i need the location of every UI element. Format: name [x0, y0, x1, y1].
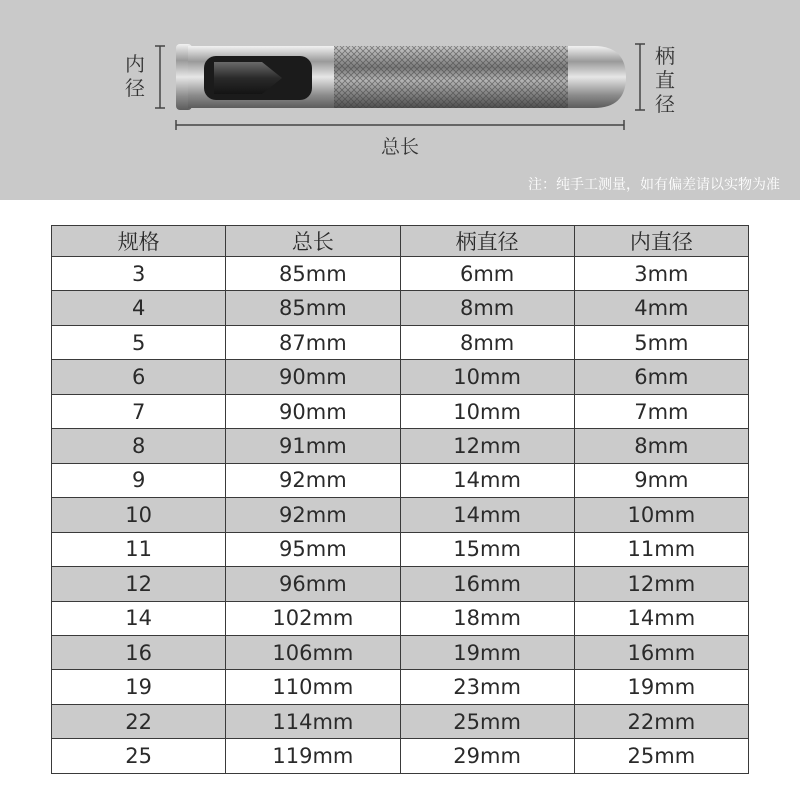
cell-inner-diameter: 9mm: [574, 463, 748, 497]
cell-total-length: 114mm: [226, 704, 400, 738]
cell-spec: 3: [52, 257, 226, 291]
table-row: [52, 257, 749, 291]
table-row: [52, 463, 749, 497]
cell-inner-diameter: 11mm: [574, 532, 748, 566]
cell-handle-diameter: 19mm: [400, 635, 574, 669]
table-row: [52, 360, 749, 394]
spec-table: [51, 225, 749, 774]
cell-handle-diameter: 23mm: [400, 670, 574, 704]
cell-handle-diameter: 25mm: [400, 704, 574, 738]
cell-inner-diameter: 14mm: [574, 601, 748, 635]
cell-total-length: 92mm: [226, 463, 400, 497]
cell-handle-diameter: 29mm: [400, 739, 574, 774]
cell-spec: 9: [52, 463, 226, 497]
total-length-label: 总长: [380, 136, 419, 158]
table-row: [52, 394, 749, 428]
hole-punch-illustration: [0, 0, 800, 200]
cell-inner-diameter: 8mm: [574, 429, 748, 463]
table-row: [52, 635, 749, 669]
cell-inner-diameter: 6mm: [574, 360, 748, 394]
cell-total-length: 95mm: [226, 532, 400, 566]
table-row: [52, 325, 749, 359]
cell-inner-diameter: 7mm: [574, 394, 748, 428]
cell-total-length: 106mm: [226, 635, 400, 669]
cell-spec: 8: [52, 429, 226, 463]
header-handle-diameter: 柄直径: [400, 226, 574, 257]
cell-handle-diameter: 18mm: [400, 601, 574, 635]
table-row: [52, 670, 749, 704]
table-row: [52, 601, 749, 635]
cell-inner-diameter: 19mm: [574, 670, 748, 704]
cell-spec: 14: [52, 601, 226, 635]
cell-spec: 22: [52, 704, 226, 738]
table-row: [52, 567, 749, 601]
cell-spec: 6: [52, 360, 226, 394]
cell-spec: 10: [52, 498, 226, 532]
header-inner-diameter: 内直径: [574, 226, 748, 257]
table-row: [52, 429, 749, 463]
cell-handle-diameter: 14mm: [400, 498, 574, 532]
cell-spec: 7: [52, 394, 226, 428]
cell-handle-diameter: 8mm: [400, 325, 574, 359]
punch-end-cap: [568, 46, 626, 108]
cell-total-length: 85mm: [226, 291, 400, 325]
cell-spec: 19: [52, 670, 226, 704]
inner-diameter-label: 内径: [125, 52, 145, 100]
cell-spec: 4: [52, 291, 226, 325]
cell-handle-diameter: 10mm: [400, 394, 574, 428]
cell-handle-diameter: 12mm: [400, 429, 574, 463]
cell-total-length: 87mm: [226, 325, 400, 359]
punch-knurl-texture: [334, 46, 570, 108]
product-diagram-banner: [0, 0, 800, 200]
cell-spec: 12: [52, 567, 226, 601]
cell-spec: 5: [52, 325, 226, 359]
cell-total-length: 96mm: [226, 567, 400, 601]
cell-total-length: 85mm: [226, 257, 400, 291]
cell-inner-diameter: 16mm: [574, 635, 748, 669]
cell-handle-diameter: 16mm: [400, 567, 574, 601]
cell-inner-diameter: 3mm: [574, 257, 748, 291]
cell-total-length: 92mm: [226, 498, 400, 532]
cell-spec: 16: [52, 635, 226, 669]
cell-handle-diameter: 14mm: [400, 463, 574, 497]
cell-total-length: 102mm: [226, 601, 400, 635]
cell-handle-diameter: 10mm: [400, 360, 574, 394]
cell-spec: 25: [52, 739, 226, 774]
handle-diameter-label: 柄直径: [655, 44, 675, 116]
table-row: [52, 739, 749, 774]
cell-inner-diameter: 5mm: [574, 325, 748, 359]
cell-total-length: 119mm: [226, 739, 400, 774]
cell-total-length: 110mm: [226, 670, 400, 704]
cell-inner-diameter: 25mm: [574, 739, 748, 774]
cell-handle-diameter: 8mm: [400, 291, 574, 325]
cell-total-length: 90mm: [226, 360, 400, 394]
table-row: [52, 704, 749, 738]
cell-total-length: 91mm: [226, 429, 400, 463]
cell-handle-diameter: 15mm: [400, 532, 574, 566]
cell-inner-diameter: 4mm: [574, 291, 748, 325]
table-row: [52, 498, 749, 532]
table-row: [52, 532, 749, 566]
cell-inner-diameter: 22mm: [574, 704, 748, 738]
header-total-length: 总长: [226, 226, 400, 257]
header-spec: 规格: [52, 226, 226, 257]
measurement-note: 注：纯手工测量，如有偏差请以实物为准: [528, 177, 780, 193]
table-header-row: [52, 226, 749, 257]
cell-handle-diameter: 6mm: [400, 257, 574, 291]
cell-inner-diameter: 12mm: [574, 567, 748, 601]
cell-spec: 11: [52, 532, 226, 566]
cell-inner-diameter: 10mm: [574, 498, 748, 532]
cell-total-length: 90mm: [226, 394, 400, 428]
table-row: [52, 291, 749, 325]
